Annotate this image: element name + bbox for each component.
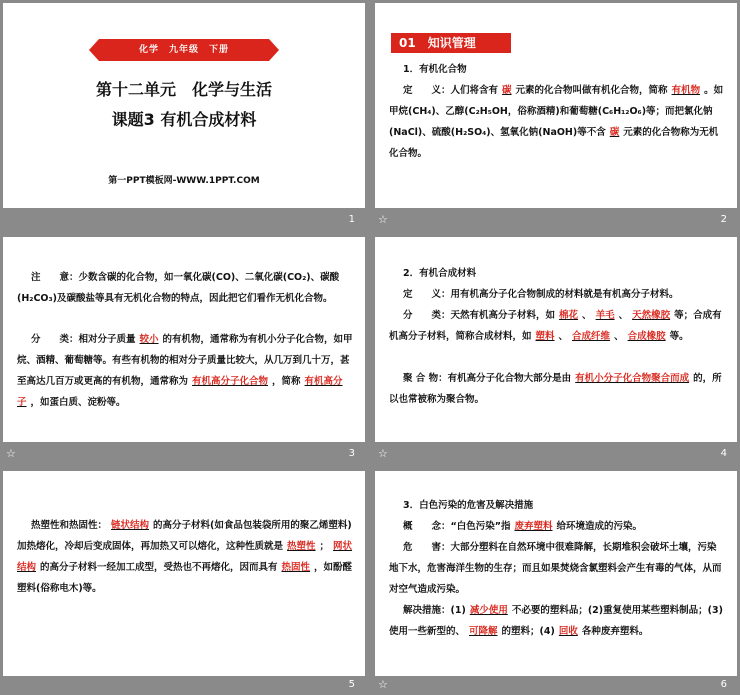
- answer-thermoset: 热固性: [281, 562, 311, 573]
- slide-1[interactable]: [3, 3, 365, 208]
- answer-chain: 链状结构: [111, 520, 150, 531]
- site-credit: 第一PPT模板网-WWW.1PPT.COM: [108, 176, 260, 186]
- slide-4[interactable]: [375, 237, 737, 442]
- answer-waste-plastic: 废弃塑料: [514, 521, 553, 532]
- page-number: 5: [348, 679, 355, 690]
- note-paragraph: 注 意：少数含碳的化合物，如一氧化碳(CO)、二氧化碳(CO₂)、碳酸(H₂CO₃)及碳酸盐等具有无机化合物的特点，因此把它们看作无机化合物。: [17, 272, 340, 304]
- heading: 2．有机合成材料: [403, 268, 477, 279]
- answer-thermoplastic: 热塑性: [287, 541, 316, 552]
- answer-carbon: 碳: [502, 85, 512, 96]
- heading: 1．有机化合物: [403, 64, 467, 75]
- unit-title: 第十二单元 化学与生活: [95, 80, 272, 99]
- star-icon: ☆: [378, 447, 388, 460]
- answer-organic: 有机物: [671, 85, 701, 96]
- slide-6-bar: [375, 676, 737, 695]
- slide-5[interactable]: [3, 471, 365, 676]
- answer-plastic: 塑料: [535, 331, 555, 342]
- classification-paragraph: 分 类：相对分子质量 较小 的有机物，通常称为有机小分子化合物，如甲烷、酒精、葡萄糖等。有些有机物的相对分子质量比较大，从几万到几十万，甚至高达几百万或更高的有机物，通常称为 有机高分子化合物 ，简称 有机高分子 ，如蛋白质、淀粉等。: [17, 334, 353, 408]
- slide-6[interactable]: [375, 471, 737, 676]
- slide-3[interactable]: [3, 237, 365, 442]
- slide-2-bar: [375, 208, 737, 232]
- heading: 3．白色污染的危害及解决措施: [403, 500, 534, 511]
- page-number: 1: [348, 214, 355, 225]
- answer-synthetic-fiber: 合成纤维: [572, 331, 611, 342]
- slide-3-bar: [3, 442, 365, 466]
- definition-paragraph: 定 义：用有机高分子化合物制成的材料就是有机高分子材料。: [403, 289, 679, 300]
- answer-degradable: 可降解: [469, 626, 498, 637]
- answer-polymer-compound: 有机高分子化合物: [192, 376, 269, 387]
- star-icon: ☆: [378, 678, 388, 691]
- lesson-title: 课题3 有机合成材料: [111, 110, 257, 129]
- thermo-paragraph: 热塑性和热固性： 链状结构 的高分子材料(如食品包装袋所用的聚乙烯塑料)加热熔化，冷却后变成固体，再加热又可以熔化，这种性质就是 热塑性 ； 网状结构 的高分子材料一经加工成型，受热也不再熔化，因而具有 热固性 ，如酚醛塑料(俗称电木)等。: [17, 520, 353, 594]
- page-number: 4: [720, 448, 727, 459]
- answer-synthetic-rubber: 合成橡胶: [627, 331, 666, 342]
- definition-paragraph: 定 义：人们将含有 碳 元素的化合物叫做有机化合物，简称 有机物 。如甲烷(CH₄)、乙醇(C₂H₅OH，俗称酒精)和葡萄糖(C₆H₁₂O₆)等；而把氯化钠(NaCl)、硫酸(H₂SO₄)、氢氧化钠(NaOH)等不含 碳 元素的化合物称为无机化合物。: [389, 85, 724, 159]
- star-icon: ☆: [378, 213, 388, 226]
- answer-smaller: 较小: [139, 334, 159, 345]
- grade-ribbon: 化学 九年级 下册: [99, 39, 269, 61]
- slide-5-bar: [3, 676, 365, 695]
- answer-polymer: 有机高分子: [17, 376, 343, 408]
- answer-carbon-2: 碳: [609, 127, 620, 138]
- slide-4-bar: [375, 442, 737, 466]
- slide-2[interactable]: [375, 3, 737, 208]
- solution-paragraph: 解决措施：(1) 减少使用 不必要的塑料品；(2)重复使用某些塑料制品；(3)使用一些新型的、 可降解 的塑料；(4) 回收 各种废弃塑料。: [389, 605, 723, 637]
- page-number: 3: [348, 448, 355, 459]
- harm-paragraph: 危 害：大部分塑料在自然环境中很难降解，长期堆积会破坏土壤，污染地下水，危害海洋生物的生存；而且如果焚烧含氯塑料会产生有毒的气体，从而对空气造成污染。: [389, 542, 722, 595]
- classification-paragraph: 分 类：天然有机高分子材料，如 棉花 、 羊毛 、 天然橡胶 等；合成有机高分子材料，简称合成材料，如 塑料 、 合成纤维 、 合成橡胶 等。: [389, 310, 722, 342]
- slide-1-bar: [3, 208, 365, 232]
- answer-wool: 羊毛: [595, 310, 615, 321]
- star-icon: ☆: [6, 447, 16, 460]
- polymer-paragraph: 聚 合 物：有机高分子化合物大部分是由 有机小分子化合物聚合而成 的，所以也常被称为聚合物。: [389, 373, 722, 405]
- answer-reduce: 减少使用: [469, 605, 508, 616]
- answer-network: 网状结构: [17, 541, 353, 573]
- page-number: 6: [720, 679, 727, 690]
- concept-paragraph: 概 念：“白色污染”指 废弃塑料 给环境造成的污染。: [403, 521, 643, 532]
- section-title: 01 知识管理: [391, 33, 511, 53]
- page-number: 2: [720, 214, 727, 225]
- answer-natural-rubber: 天然橡胶: [632, 310, 671, 321]
- answer-cotton: 棉花: [559, 310, 579, 321]
- answer-recycle: 回收: [558, 626, 578, 637]
- answer-polymerized: 有机小分子化合物聚合而成: [575, 373, 690, 384]
